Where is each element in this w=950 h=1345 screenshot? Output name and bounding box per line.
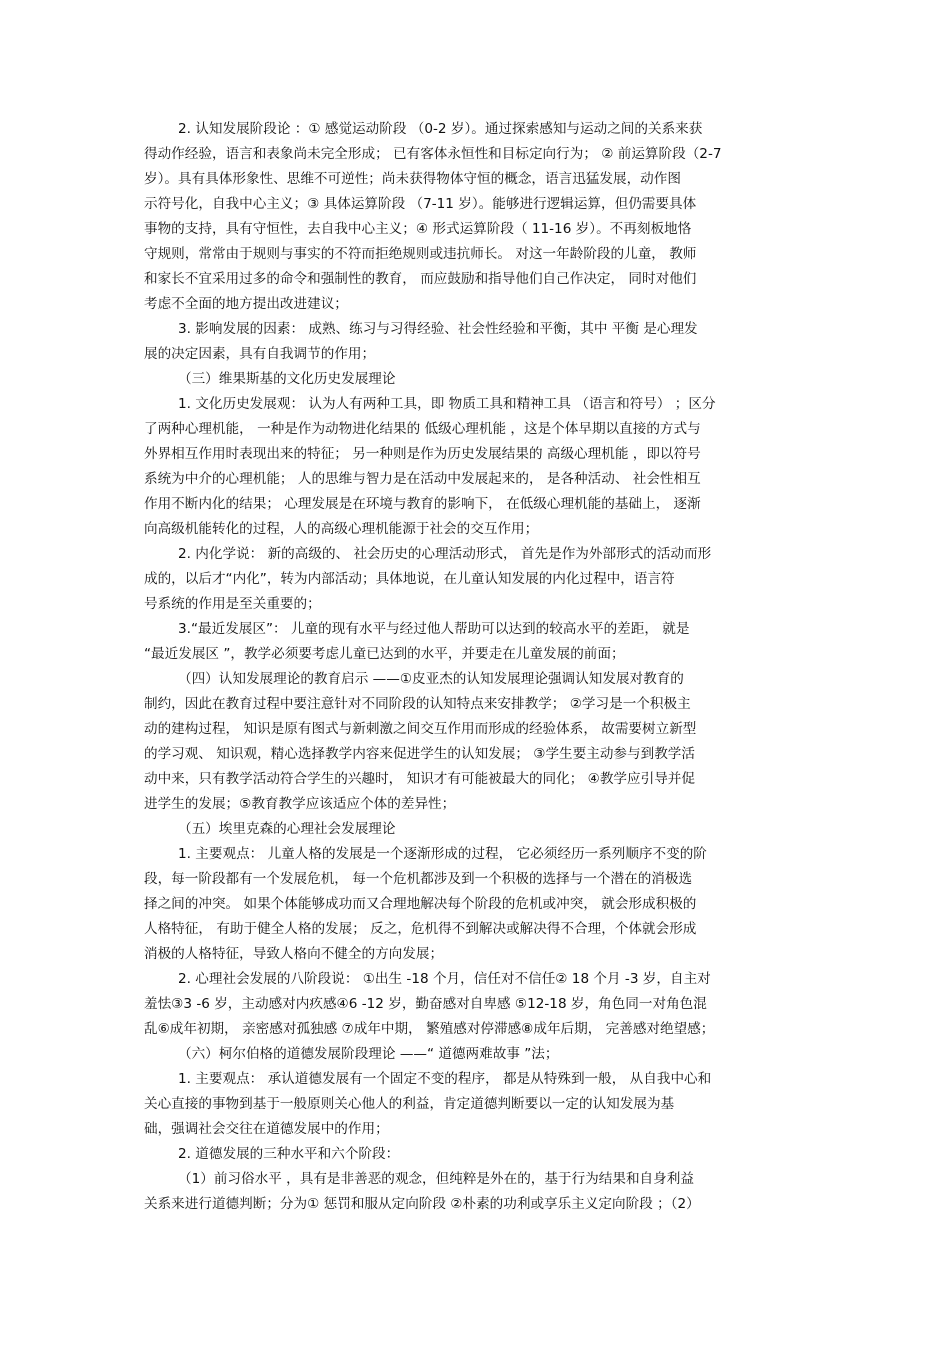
text-line: 择之间的冲突。 如果个体能够成功而又合理地解决每个阶段的危机或冲突， 就会形成积极的 (144, 896, 697, 912)
text-line: 展的决定因素，具有自我调节的作用； (144, 346, 376, 362)
text-line: 3.“最近发展区”： 儿童的现有水平与经过他人帮助可以达到的较高水平的差距， 就是 (178, 621, 690, 637)
section-heading: （三）维果斯基的文化历史发展理论 (178, 371, 396, 387)
text-line: 2. 内化学说： 新的高级的、 社会历史的心理活动形式， 首先是作为外部形式的活动而形 (178, 546, 712, 562)
text-line: 了两种心理机能， 一种是作为动物进化结果的 低级心理机能 ，这是个体早期以直接的方式与 (144, 421, 701, 437)
text-line: 段，每一阶段都有一个发展危机， 每一个危机都涉及到一个积极的选择与一个潜在的消极选 (144, 871, 693, 887)
section-heading: （五）埃里克森的心理社会发展理论 (178, 821, 396, 837)
section-heading: （四）认知发展理论的教育启示 ——①皮亚杰的认知发展理论强调认知发展对教育的 (178, 671, 684, 687)
text-line: 关心直接的事物到基于一般原则关心他人的利益，肯定道德判断要以一定的认知发展为基 (144, 1096, 675, 1112)
text-line: 2. 认知发展阶段论 ：① 感觉运动阶段 （0-2 岁）。通过探索感知与运动之间的关系来获 (178, 121, 703, 137)
text-line: 事物的支持，具有守恒性，去自我中心主义；④ 形式运算阶段（ 11-16 岁）。不再刻板地恪 (144, 221, 692, 237)
text-line: 示符号化，自我中心主义；③ 具体运算阶段 （7-11 岁）。能够进行逻辑运算，但仍需要具体 (144, 196, 697, 212)
text-line: 3. 影响发展的因素： 成熟、练习与习得经验、社会性经验和平衡，其中 平衡 是心理发 (178, 321, 698, 337)
text-line: 向高级机能转化的过程，人的高级心理机能源于社会的交互作用； (144, 521, 539, 537)
text-line: 号系统的作用是至关重要的； (144, 596, 321, 612)
text-line: 考虑不全面的地方提出改进建议； (144, 296, 348, 312)
text-line: 消极的人格特征，导致人格向不健全的方向发展； (144, 946, 444, 962)
text-line: 羞怯③3 -6 岁，主动感对内疚感④6 -12 岁，勤奋感对自卑感 ⑤12-18 岁，角色同一对角色混 (144, 996, 707, 1012)
text-line: 作用不断内化的结果； 心理发展是在环境与教育的影响下， 在低级心理机能的基础上， 逐渐 (144, 496, 701, 512)
text-line: 1. 主要观点： 承认道德发展有一个固定不变的程序， 都是从特殊到一般， 从自我中心和 (178, 1071, 712, 1087)
text-line: 成的，以后才“内化”，转为内部活动；具体地说，在儿童认知发展的内化过程中，语言符 (144, 571, 675, 587)
text-line: 2. 道德发展的三种水平和六个阶段： (178, 1146, 400, 1162)
text-line: 岁）。具有具体形象性、思维不可逆性；尚未获得物体守恒的概念，语言迅猛发展，动作图 (144, 171, 681, 187)
text-line: “最近发展区 ”，教学必须要考虑儿童已达到的水平，并要走在儿童发展的前面； (144, 646, 625, 662)
text-line: 动中来，只有教学活动符合学生的兴趣时， 知识才有可能被最大的同化； ④教学应引导并促 (144, 771, 695, 787)
text-line: （1）前习俗水平 ，具有是非善恶的观念，但纯粹是外在的，基于行为结果和自身利益 (178, 1171, 694, 1187)
text-line: 1. 主要观点： 儿童人格的发展是一个逐渐形成的过程， 它必须经历一系列顺序不变的阶 (178, 846, 707, 862)
text-line: 制约，因此在教育过程中要注意针对不同阶段的认知特点来安排教学； ②学习是一个积极主 (144, 696, 691, 712)
text-line: 的学习观、 知识观，精心选择教学内容来促进学生的认知发展； ③学生要主动参与到教学活 (144, 746, 695, 762)
section-heading: （六）柯尔伯格的道德发展阶段理论 ——“ 道德两难故事 ”法； (178, 1046, 559, 1062)
text-line: 进学生的发展；⑤教育教学应该适应个体的差异性； (144, 796, 456, 812)
text-line: 人格特征， 有助于健全人格的发展； 反之，危机得不到解决或解决得不合理，个体就会形成 (144, 921, 697, 937)
text-line: 础，强调社会交往在道德发展中的作用； (144, 1121, 389, 1137)
text-line: 1. 文化历史发展观： 认为人有两种工具，即 物质工具和精神工具 （语言和符号） ；区分 (178, 396, 716, 412)
text-line: 得动作经验，语言和表象尚未完全形成； 已有客体永恒性和目标定向行为； ② 前运算阶段（2-7 (144, 146, 722, 162)
text-line: 守规则，常常由于规则与事实的不符而拒绝规则或违抗师长。 对这一年龄阶段的儿童， 教师 (144, 246, 697, 262)
text-line: 关系来进行道德判断；分为① 惩罚和服从定向阶段 ②朴素的功利或享乐主义定向阶段 ；（2） (144, 1196, 700, 1212)
text-line: 2. 心理社会发展的八阶段说： ①出生 -18 个月，信任对不信任② 18 个月 -3 岁，自主对 (178, 971, 711, 987)
text-line: 系统为中介的心理机能； 人的思维与智力是在活动中发展起来的， 是各种活动、 社会性相互 (144, 471, 701, 487)
text-line: 乱⑥成年初期， 亲密感对孤独感 ⑦成年中期， 繁殖感对停滞感⑧成年后期， 完善感对绝望感； (144, 1021, 715, 1037)
text-line: 动的建构过程， 知识是原有图式与新刺激之间交互作用而形成的经验体系， 故需要树立新型 (144, 721, 697, 737)
text-line: 外界相互作用时表现出来的特征； 另一种则是作为历史发展结果的 高级心理机能 ，即以符号 (144, 446, 701, 462)
text-line: 和家长不宜采用过多的命令和强制性的教育， 而应鼓励和指导他们自己作决定， 同时对他们 (144, 271, 697, 287)
